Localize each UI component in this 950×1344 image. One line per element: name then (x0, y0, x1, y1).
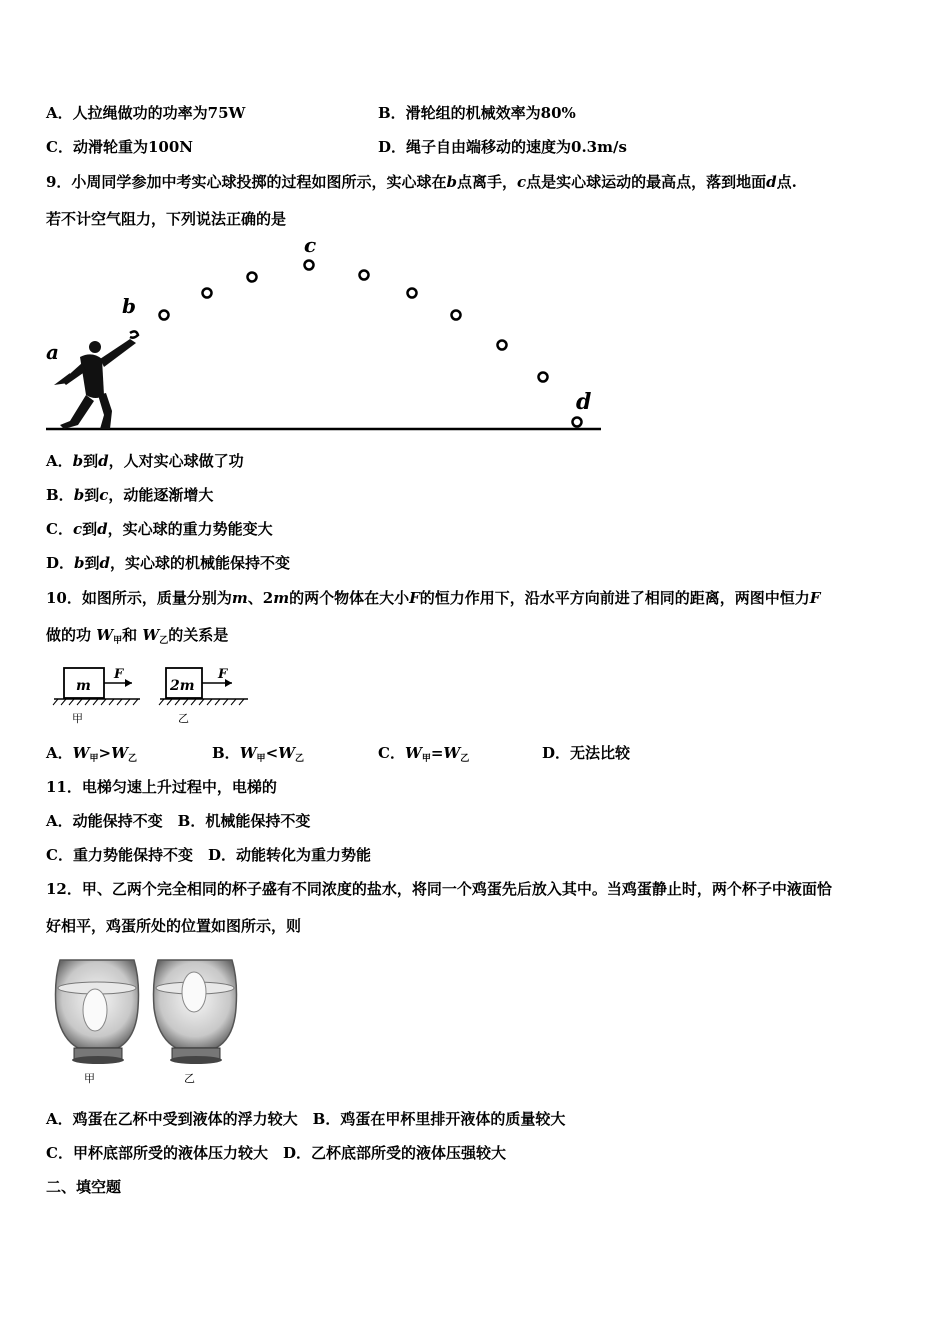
q10-option-b: B．$W_甲<W_乙$ (212, 744, 305, 764)
q11-options-ab: A．动能保持不变 B．机械能保持不变 (46, 812, 311, 830)
q9-stem: 9．小周同学参加中考实心球投掷的过程如图所示，实心球在b点离手，c点是实心球运动的最高点，落到地面d点. (46, 173, 797, 191)
q9-option-a: A．b到d，人对实心球做了功 (46, 452, 244, 470)
figure-yi (159, 667, 248, 725)
q11-stem: 11．电梯匀速上升过程中，电梯的 (46, 778, 277, 796)
box2-label: 2m (170, 678, 195, 694)
label-yi: 乙 (178, 712, 189, 725)
q10-option-d: D．无法比较 (542, 744, 631, 762)
q9-stem-line2: 若不计空气阻力，下列说法正确的是 (46, 210, 287, 228)
q12-stem: 12．甲、乙两个完全相同的杯子盛有不同浓度的盐水，将同一个鸡蛋先后放入其中。当鸡蛋静止时，两个杯子中液面恰 (46, 880, 832, 898)
label-d: d (576, 389, 592, 415)
q8-option-a: A．人拉绳做功的功率为75W (46, 104, 246, 122)
cup-label-yi: 乙 (184, 1072, 195, 1085)
q9-option-d: D．b到d，实心球的机械能保持不变 (46, 554, 291, 572)
q10-stem-line2: 做的功 $W_甲$和 $W_乙$的关系是 (46, 626, 229, 646)
q12-options-ab: A．鸡蛋在乙杯中受到液体的浮力较大 B．鸡蛋在甲杯里排开液体的质量较大 (46, 1110, 566, 1128)
label-b: b (122, 294, 136, 318)
label-c: c (304, 233, 317, 257)
label-a: a (46, 340, 59, 364)
egg-jia (83, 989, 107, 1031)
q8-option-d: D．绳子自由端移动的速度为0.3m/s (378, 138, 627, 156)
q10-option-a: A．$W_甲>W_乙$ (46, 744, 137, 764)
q10-stem: 10．如图所示，质量分别为m、2m的两个物体在大小F的恒力作用下，沿水平方向前进了相同的距离，两图中恒力F (46, 589, 821, 607)
cup-yi (154, 960, 237, 1085)
q9-option-c: C．c到d，实心球的重力势能变大 (46, 520, 273, 538)
q10-force-figure (52, 662, 252, 728)
cup-label-jia: 甲 (84, 1072, 95, 1085)
q9-trajectory-figure (40, 235, 605, 435)
q12-stem-line2: 好相平，鸡蛋所处的位置如图所示，则 (46, 917, 302, 935)
q9-option-b: B．b到c，动能逐渐增大 (46, 486, 214, 504)
q11-options-cd: C．重力势能保持不变 D．动能转化为重力势能 (46, 846, 371, 864)
cup-jia (56, 960, 139, 1085)
label-jia: 甲 (72, 712, 83, 725)
ball-at-b (130, 331, 138, 337)
trajectory-balls (160, 261, 582, 427)
egg-yi (182, 972, 206, 1012)
thrower-figure (54, 339, 136, 429)
box1-label: m (76, 678, 91, 694)
figure-jia (53, 667, 140, 725)
force-label-1: F (114, 667, 124, 682)
q8-option-c: C．动滑轮重为100N (46, 138, 193, 156)
force-label-2: F (218, 667, 228, 682)
q12-cups-figure (50, 950, 250, 1090)
section-heading: 二、填空题 (46, 1178, 122, 1196)
q8-option-b: B．滑轮组的机械效率为80% (378, 104, 576, 122)
q10-option-c: C．$W_甲=W_乙$ (378, 744, 470, 764)
q12-options-cd: C．甲杯底部所受的液体压力较大 D．乙杯底部所受的液体压强较大 (46, 1144, 506, 1162)
